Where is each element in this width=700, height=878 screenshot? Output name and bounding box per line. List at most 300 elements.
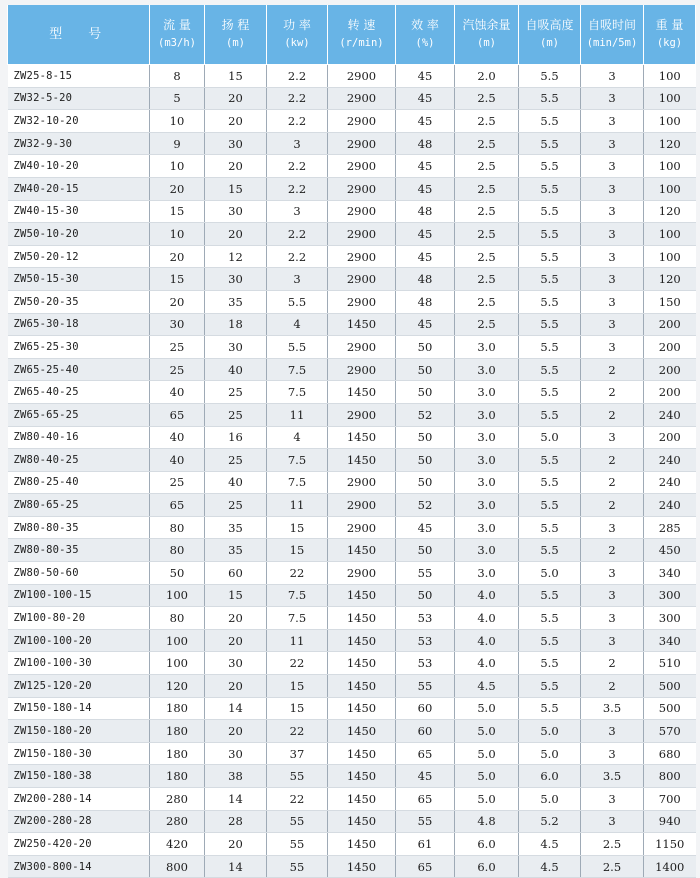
header-efficiency-unit: (%) <box>415 37 435 49</box>
table-row <box>8 675 696 698</box>
cell-suction-time: 2.5 <box>581 833 644 856</box>
table-row <box>8 200 696 223</box>
cell-model: ZW200-280-14 <box>8 788 150 811</box>
cell-efficiency: 50 <box>396 426 455 449</box>
cell-suction-time: 3 <box>581 313 644 336</box>
header-head-label: 扬 程 <box>221 18 250 32</box>
table-row <box>8 833 696 856</box>
cell-power: 5.5 <box>267 336 328 359</box>
cell-head: 25 <box>205 403 267 426</box>
cell-efficiency: 45 <box>396 516 455 539</box>
cell-head: 14 <box>205 788 267 811</box>
cell-head: 20 <box>205 720 267 743</box>
cell-model: ZW50-10-20 <box>8 223 150 246</box>
cell-npsh: 4.0 <box>455 584 519 607</box>
cell-weight: 300 <box>644 584 696 607</box>
cell-speed: 1450 <box>328 539 396 562</box>
cell-suction-time: 3 <box>581 426 644 449</box>
cell-flow: 180 <box>150 697 205 720</box>
cell-weight: 340 <box>644 562 696 585</box>
cell-suction-height: 5.5 <box>519 539 581 562</box>
cell-suction-time: 2 <box>581 494 644 517</box>
cell-suction-time: 3 <box>581 607 644 630</box>
cell-npsh: 3.0 <box>455 494 519 517</box>
cell-head: 25 <box>205 381 267 404</box>
cell-suction-time: 3 <box>581 562 644 585</box>
cell-model: ZW300-800-14 <box>8 855 150 878</box>
cell-head: 15 <box>205 584 267 607</box>
cell-speed: 1450 <box>328 584 396 607</box>
header-suction-time-unit: (min/5m) <box>586 37 638 49</box>
cell-model: ZW50-20-12 <box>8 245 150 268</box>
cell-suction-time: 2 <box>581 539 644 562</box>
cell-npsh: 2.5 <box>455 132 519 155</box>
cell-power: 22 <box>267 720 328 743</box>
cell-model: ZW80-80-35 <box>8 516 150 539</box>
cell-power: 22 <box>267 562 328 585</box>
cell-speed: 2900 <box>328 403 396 426</box>
cell-power: 7.5 <box>267 449 328 472</box>
cell-speed: 1450 <box>328 720 396 743</box>
cell-suction-height: 5.5 <box>519 87 581 110</box>
cell-efficiency: 65 <box>396 855 455 878</box>
cell-head: 20 <box>205 607 267 630</box>
header-model <box>8 5 150 65</box>
cell-suction-time: 2 <box>581 675 644 698</box>
header-suction-height <box>519 5 581 65</box>
cell-power: 37 <box>267 742 328 765</box>
cell-npsh: 3.0 <box>455 471 519 494</box>
cell-npsh: 3.0 <box>455 562 519 585</box>
cell-suction-height: 5.5 <box>519 381 581 404</box>
cell-model: ZW80-65-25 <box>8 494 150 517</box>
cell-efficiency: 45 <box>396 87 455 110</box>
table-row <box>8 607 696 630</box>
cell-suction-time: 2.5 <box>581 855 644 878</box>
cell-model: ZW50-20-35 <box>8 290 150 313</box>
cell-efficiency: 45 <box>396 245 455 268</box>
cell-npsh: 2.5 <box>455 223 519 246</box>
cell-model: ZW200-280-28 <box>8 810 150 833</box>
cell-suction-height: 4.5 <box>519 833 581 856</box>
cell-speed: 2900 <box>328 155 396 178</box>
cell-model: ZW150-180-38 <box>8 765 150 788</box>
table-row <box>8 290 696 313</box>
cell-power: 15 <box>267 539 328 562</box>
cell-suction-time: 3 <box>581 788 644 811</box>
header-head <box>205 5 267 65</box>
cell-npsh: 4.8 <box>455 810 519 833</box>
table-row <box>8 358 696 381</box>
cell-power: 22 <box>267 788 328 811</box>
cell-head: 30 <box>205 200 267 223</box>
table-row <box>8 223 696 246</box>
cell-speed: 1450 <box>328 833 396 856</box>
cell-npsh: 2.5 <box>455 245 519 268</box>
cell-weight: 120 <box>644 268 696 291</box>
cell-head: 38 <box>205 765 267 788</box>
cell-suction-time: 2 <box>581 358 644 381</box>
cell-efficiency: 60 <box>396 697 455 720</box>
table-row <box>8 494 696 517</box>
cell-suction-time: 3.5 <box>581 765 644 788</box>
cell-weight: 940 <box>644 810 696 833</box>
cell-speed: 2900 <box>328 516 396 539</box>
cell-flow: 65 <box>150 494 205 517</box>
cell-suction-height: 5.5 <box>519 675 581 698</box>
cell-weight: 200 <box>644 426 696 449</box>
table-row <box>8 562 696 585</box>
table-row <box>8 471 696 494</box>
cell-npsh: 4.0 <box>455 652 519 675</box>
cell-model: ZW65-25-40 <box>8 358 150 381</box>
cell-weight: 240 <box>644 403 696 426</box>
cell-efficiency: 53 <box>396 629 455 652</box>
cell-head: 30 <box>205 652 267 675</box>
header-flow-unit: (m3/h) <box>158 37 196 49</box>
cell-model: ZW125-120-20 <box>8 675 150 698</box>
cell-head: 35 <box>205 290 267 313</box>
cell-speed: 1450 <box>328 742 396 765</box>
cell-suction-height: 5.5 <box>519 516 581 539</box>
cell-head: 20 <box>205 155 267 178</box>
cell-weight: 100 <box>644 245 696 268</box>
cell-speed: 2900 <box>328 177 396 200</box>
cell-power: 2.2 <box>267 65 328 88</box>
cell-flow: 25 <box>150 471 205 494</box>
table-row <box>8 313 696 336</box>
table-row <box>8 516 696 539</box>
header-weight <box>644 5 696 65</box>
cell-speed: 2900 <box>328 132 396 155</box>
cell-efficiency: 65 <box>396 742 455 765</box>
cell-weight: 285 <box>644 516 696 539</box>
cell-suction-height: 5.5 <box>519 584 581 607</box>
cell-suction-time: 3 <box>581 87 644 110</box>
cell-suction-time: 3 <box>581 336 644 359</box>
cell-suction-height: 5.5 <box>519 110 581 133</box>
cell-suction-height: 5.5 <box>519 245 581 268</box>
cell-head: 35 <box>205 516 267 539</box>
cell-model: ZW80-40-25 <box>8 449 150 472</box>
table-row <box>8 652 696 675</box>
cell-weight: 240 <box>644 449 696 472</box>
header-npsh <box>455 5 519 65</box>
cell-head: 30 <box>205 268 267 291</box>
cell-model: ZW150-180-14 <box>8 697 150 720</box>
cell-speed: 1450 <box>328 675 396 698</box>
cell-speed: 2900 <box>328 290 396 313</box>
table-row <box>8 720 696 743</box>
cell-speed: 2900 <box>328 223 396 246</box>
cell-efficiency: 48 <box>396 132 455 155</box>
cell-head: 25 <box>205 449 267 472</box>
cell-suction-height: 5.5 <box>519 290 581 313</box>
cell-efficiency: 45 <box>396 110 455 133</box>
cell-efficiency: 50 <box>396 471 455 494</box>
cell-weight: 570 <box>644 720 696 743</box>
cell-flow: 25 <box>150 358 205 381</box>
cell-efficiency: 50 <box>396 539 455 562</box>
cell-model: ZW100-100-20 <box>8 629 150 652</box>
cell-speed: 1450 <box>328 652 396 675</box>
cell-suction-time: 3 <box>581 268 644 291</box>
cell-flow: 180 <box>150 765 205 788</box>
cell-power: 2.2 <box>267 155 328 178</box>
cell-flow: 9 <box>150 132 205 155</box>
cell-power: 15 <box>267 697 328 720</box>
cell-suction-time: 3 <box>581 810 644 833</box>
cell-weight: 1400 <box>644 855 696 878</box>
cell-weight: 100 <box>644 223 696 246</box>
cell-model: ZW80-50-60 <box>8 562 150 585</box>
cell-suction-height: 5.5 <box>519 449 581 472</box>
cell-suction-height: 5.0 <box>519 720 581 743</box>
cell-npsh: 2.5 <box>455 177 519 200</box>
cell-model: ZW250-420-20 <box>8 833 150 856</box>
cell-suction-time: 2 <box>581 449 644 472</box>
cell-npsh: 3.0 <box>455 403 519 426</box>
cell-suction-height: 5.5 <box>519 697 581 720</box>
cell-efficiency: 50 <box>396 449 455 472</box>
cell-efficiency: 48 <box>396 200 455 223</box>
cell-power: 2.2 <box>267 245 328 268</box>
cell-model: ZW80-40-16 <box>8 426 150 449</box>
cell-head: 35 <box>205 539 267 562</box>
header-npsh-label: 汽蚀余量 <box>462 18 511 32</box>
cell-model: ZW100-100-30 <box>8 652 150 675</box>
cell-speed: 1450 <box>328 449 396 472</box>
cell-flow: 5 <box>150 87 205 110</box>
cell-efficiency: 45 <box>396 223 455 246</box>
cell-flow: 50 <box>150 562 205 585</box>
cell-power: 11 <box>267 494 328 517</box>
table-row <box>8 584 696 607</box>
cell-efficiency: 45 <box>396 765 455 788</box>
cell-power: 2.2 <box>267 110 328 133</box>
cell-suction-time: 3 <box>581 245 644 268</box>
cell-suction-time: 3 <box>581 720 644 743</box>
cell-suction-time: 3 <box>581 584 644 607</box>
cell-suction-height: 5.5 <box>519 177 581 200</box>
cell-flow: 180 <box>150 720 205 743</box>
cell-weight: 120 <box>644 132 696 155</box>
cell-npsh: 2.5 <box>455 313 519 336</box>
cell-flow: 15 <box>150 200 205 223</box>
cell-flow: 8 <box>150 65 205 88</box>
cell-npsh: 3.0 <box>455 426 519 449</box>
cell-weight: 100 <box>644 65 696 88</box>
cell-efficiency: 55 <box>396 810 455 833</box>
header-weight-label: 重 量 <box>655 18 684 32</box>
cell-weight: 800 <box>644 765 696 788</box>
header-weight-unit: (kg) <box>656 37 683 49</box>
table-row <box>8 110 696 133</box>
cell-npsh: 6.0 <box>455 833 519 856</box>
cell-speed: 1450 <box>328 788 396 811</box>
table-row <box>8 539 696 562</box>
cell-suction-height: 5.5 <box>519 223 581 246</box>
cell-suction-height: 5.5 <box>519 65 581 88</box>
cell-flow: 100 <box>150 652 205 675</box>
cell-weight: 200 <box>644 358 696 381</box>
cell-efficiency: 52 <box>396 403 455 426</box>
cell-power: 55 <box>267 855 328 878</box>
cell-efficiency: 48 <box>396 290 455 313</box>
cell-head: 12 <box>205 245 267 268</box>
header-suction-time <box>581 5 644 65</box>
table-row <box>8 132 696 155</box>
cell-head: 40 <box>205 358 267 381</box>
cell-speed: 1450 <box>328 313 396 336</box>
cell-efficiency: 53 <box>396 607 455 630</box>
cell-suction-time: 3 <box>581 223 644 246</box>
cell-flow: 120 <box>150 675 205 698</box>
cell-suction-height: 5.0 <box>519 742 581 765</box>
header-model-label: 型 号 <box>49 27 108 42</box>
cell-speed: 2900 <box>328 110 396 133</box>
cell-flow: 40 <box>150 449 205 472</box>
cell-flow: 80 <box>150 516 205 539</box>
cell-npsh: 4.0 <box>455 607 519 630</box>
cell-efficiency: 55 <box>396 562 455 585</box>
cell-speed: 2900 <box>328 494 396 517</box>
cell-suction-height: 5.5 <box>519 336 581 359</box>
cell-npsh: 2.5 <box>455 268 519 291</box>
cell-head: 30 <box>205 742 267 765</box>
cell-flow: 20 <box>150 290 205 313</box>
cell-head: 14 <box>205 855 267 878</box>
cell-npsh: 3.0 <box>455 358 519 381</box>
header-efficiency <box>396 5 455 65</box>
cell-npsh: 3.0 <box>455 516 519 539</box>
cell-efficiency: 50 <box>396 358 455 381</box>
cell-weight: 200 <box>644 313 696 336</box>
table-row <box>8 855 696 878</box>
header-flow <box>150 5 205 65</box>
table-row <box>8 742 696 765</box>
table-row <box>8 381 696 404</box>
cell-suction-time: 3 <box>581 65 644 88</box>
cell-flow: 20 <box>150 245 205 268</box>
cell-model: ZW150-180-20 <box>8 720 150 743</box>
cell-model: ZW80-25-40 <box>8 471 150 494</box>
cell-model: ZW40-20-15 <box>8 177 150 200</box>
cell-suction-time: 3 <box>581 290 644 313</box>
cell-speed: 2900 <box>328 87 396 110</box>
cell-efficiency: 65 <box>396 788 455 811</box>
cell-npsh: 5.0 <box>455 697 519 720</box>
cell-model: ZW50-15-30 <box>8 268 150 291</box>
header-efficiency-label: 效 率 <box>411 18 439 32</box>
cell-weight: 680 <box>644 742 696 765</box>
cell-efficiency: 61 <box>396 833 455 856</box>
cell-weight: 100 <box>644 110 696 133</box>
cell-npsh: 2.5 <box>455 87 519 110</box>
cell-weight: 100 <box>644 155 696 178</box>
cell-weight: 450 <box>644 539 696 562</box>
cell-speed: 2900 <box>328 245 396 268</box>
cell-flow: 280 <box>150 788 205 811</box>
cell-flow: 800 <box>150 855 205 878</box>
cell-power: 5.5 <box>267 290 328 313</box>
cell-npsh: 2.5 <box>455 200 519 223</box>
cell-weight: 1150 <box>644 833 696 856</box>
cell-flow: 100 <box>150 584 205 607</box>
cell-head: 18 <box>205 313 267 336</box>
cell-flow: 40 <box>150 426 205 449</box>
cell-efficiency: 55 <box>396 675 455 698</box>
cell-model: ZW150-180-30 <box>8 742 150 765</box>
cell-efficiency: 53 <box>396 652 455 675</box>
cell-model: ZW65-65-25 <box>8 403 150 426</box>
cell-suction-time: 3 <box>581 516 644 539</box>
cell-power: 7.5 <box>267 471 328 494</box>
cell-suction-height: 5.2 <box>519 810 581 833</box>
cell-speed: 2900 <box>328 336 396 359</box>
table-row <box>8 765 696 788</box>
cell-efficiency: 45 <box>396 177 455 200</box>
cell-power: 15 <box>267 675 328 698</box>
cell-npsh: 3.0 <box>455 539 519 562</box>
cell-suction-height: 5.5 <box>519 268 581 291</box>
cell-weight: 300 <box>644 607 696 630</box>
table-row <box>8 426 696 449</box>
cell-suction-height: 5.5 <box>519 313 581 336</box>
cell-head: 15 <box>205 177 267 200</box>
cell-head: 16 <box>205 426 267 449</box>
cell-suction-height: 5.5 <box>519 132 581 155</box>
table-row <box>8 629 696 652</box>
cell-npsh: 2.5 <box>455 290 519 313</box>
cell-power: 4 <box>267 313 328 336</box>
pump-spec-table <box>7 5 696 878</box>
cell-power: 3 <box>267 200 328 223</box>
header-row <box>8 5 696 65</box>
cell-efficiency: 52 <box>396 494 455 517</box>
header-speed-label: 转 速 <box>347 18 376 32</box>
cell-model: ZW65-25-30 <box>8 336 150 359</box>
cell-head: 15 <box>205 65 267 88</box>
cell-suction-height: 5.0 <box>519 788 581 811</box>
cell-head: 20 <box>205 629 267 652</box>
cell-weight: 340 <box>644 629 696 652</box>
cell-efficiency: 48 <box>396 268 455 291</box>
cell-flow: 10 <box>150 155 205 178</box>
cell-weight: 510 <box>644 652 696 675</box>
cell-flow: 40 <box>150 381 205 404</box>
header-power-label: 功 率 <box>283 18 311 32</box>
header-suction-time-label: 自吸时间 <box>587 18 636 32</box>
cell-npsh: 3.0 <box>455 381 519 404</box>
cell-efficiency: 60 <box>396 720 455 743</box>
cell-speed: 1450 <box>328 765 396 788</box>
cell-npsh: 5.0 <box>455 720 519 743</box>
table-row <box>8 87 696 110</box>
cell-suction-time: 2 <box>581 652 644 675</box>
header-speed-unit: (r/min) <box>339 37 384 49</box>
cell-model: ZW100-100-15 <box>8 584 150 607</box>
cell-model: ZW32-9-30 <box>8 132 150 155</box>
pump-spec-sheet <box>7 5 695 874</box>
cell-model: ZW65-30-18 <box>8 313 150 336</box>
cell-flow: 65 <box>150 403 205 426</box>
table-row <box>8 65 696 88</box>
table-row <box>8 697 696 720</box>
cell-power: 15 <box>267 516 328 539</box>
cell-flow: 20 <box>150 177 205 200</box>
cell-suction-time: 3.5 <box>581 697 644 720</box>
